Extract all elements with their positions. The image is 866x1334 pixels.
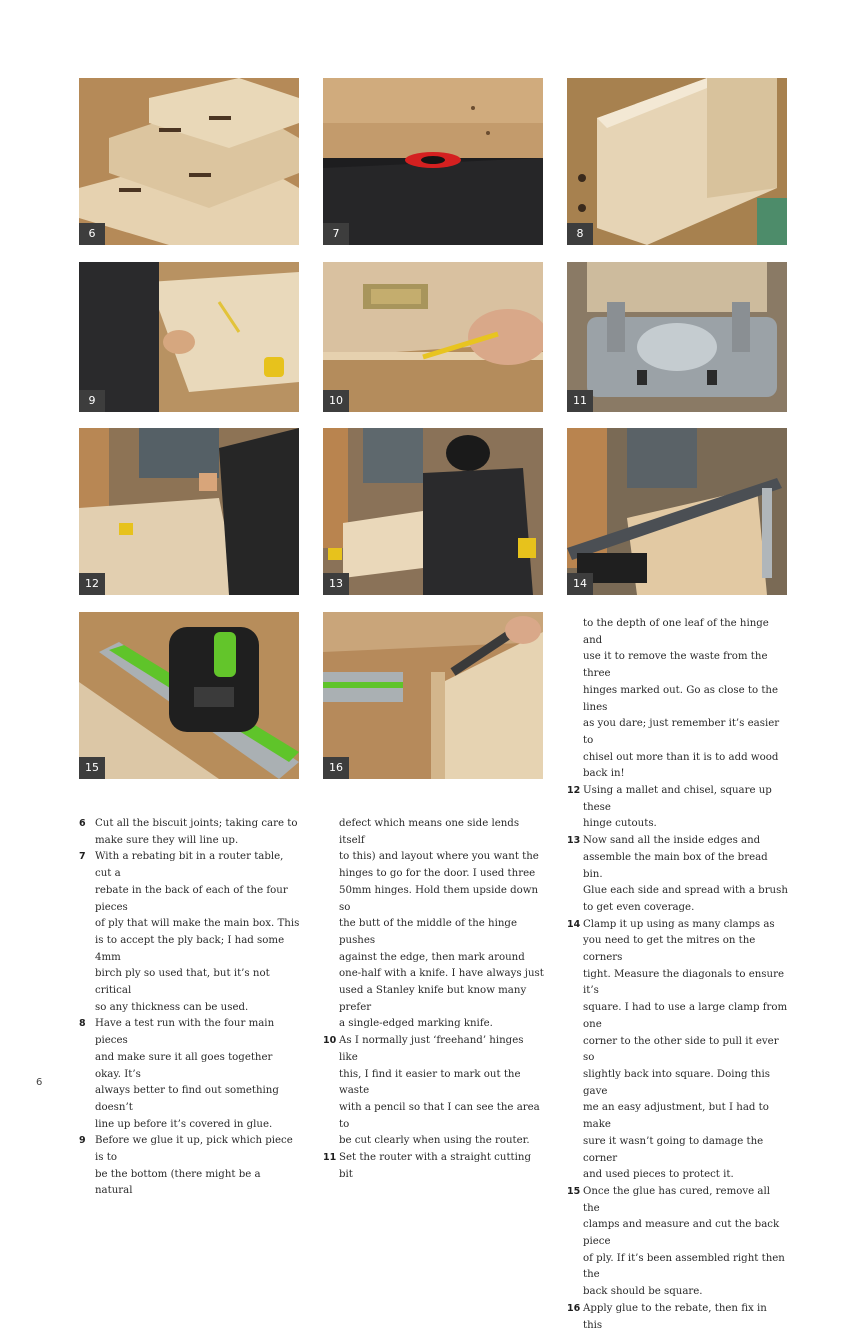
photo-8: [567, 78, 787, 245]
step-6: 6 Cut all the biscuit joints; taking care to make sure they will line up.: [79, 818, 298, 846]
step-9: 9 Before we glue it up, pick which piece is to be the bottom (there might be a natural: [79, 1135, 293, 1197]
photo-12: [79, 428, 299, 595]
text-column-3-top: [567, 616, 789, 1334]
photo-16: [323, 612, 543, 779]
photo-10: [323, 262, 543, 412]
step-12: 12 Using a mallet and chisel, square up these hinge cutouts.: [567, 785, 772, 830]
text-column-1: [79, 816, 301, 1200]
photo-number: 11: [567, 390, 593, 412]
step-7: 7 With a rebating bit in a router table, cut a rebate in the back of each of the four pieces of ply that will make the main box. This is to accept the ply back; I had some 4mm birch ply so used that, but it’s not critical so any thickness can be used.: [79, 851, 300, 1013]
photo-number: 15: [79, 757, 105, 779]
photo-9: [79, 262, 299, 412]
photo-number: 9: [79, 390, 105, 412]
step-9-continued: defect which means one side lends itself to this) and layout where you want the hinges to go for the door. I used three 50mm hinges. Hold them upside down so the butt of the middle of the hinge pushes against the edge, then mark around one-half with a knife. I have always just used a Stanley knife but know many prefer a single-edged marking knife.: [339, 818, 544, 1030]
step-15: 15 Once the glue has cured, remove all the clamps and measure and cut the back piece of ply. If it’s been assembled right then the back should be square.: [567, 1185, 785, 1298]
step-8: 8 Have a test run with the four main pieces and make sure it all goes together okay. It’s always better to find out something doesn’t line up before it’s covered in glue.: [79, 1018, 279, 1130]
photo-number: 10: [323, 390, 349, 412]
step-13: 13 Now sand all the inside edges and assemble the main box of the bread bin. Glue each side and spread with a brush to get even coverage.: [567, 835, 788, 913]
photo-number: 16: [323, 757, 349, 779]
photo-7: [323, 78, 543, 245]
photo-11: [567, 262, 787, 412]
photo-15: [79, 612, 299, 779]
photo-number: 13: [323, 573, 349, 595]
step-11-continued: to the depth of one leaf of the hinge and use it to remove the waste from the three hinges marked out. Go as close to the lines as you dare; just remember it’s easier to chisel out more than it is to add wood back in!: [583, 618, 780, 780]
photo-number: 8: [567, 223, 593, 245]
page-number: 6: [36, 1077, 43, 1088]
photo-number: 14: [567, 573, 593, 595]
photo-6: [79, 78, 299, 245]
step-16: 16 Apply glue to the rebate, then fix in this: [567, 1302, 767, 1331]
photo-number: 7: [323, 223, 349, 245]
step-11: 11 Set the router with a straight cutting bit: [323, 1152, 531, 1180]
text-column-2: [323, 816, 545, 1183]
photo-13: [323, 428, 543, 595]
step-14: 14 Clamp it up using as many clamps as you need to get the mitres on the corners tight. Measure the diagonals to ensure it’s square. I had to use a large clamp from one corner to the other side to pull it ever so slightly back into square. Doing this gave me an easy adjustment, but I had to make sure it wasn’t going to damage the corner and used pieces to protect it.: [567, 918, 788, 1181]
photo-number: 6: [79, 223, 105, 245]
photo-number: 12: [79, 573, 105, 595]
step-10: 10 As I normally just ‘freehand’ hinges like this, I find it easier to mark out the waste with a pencil so that I can see the area to be cut clearly when using the router.: [323, 1035, 540, 1147]
photo-14: [567, 428, 787, 595]
